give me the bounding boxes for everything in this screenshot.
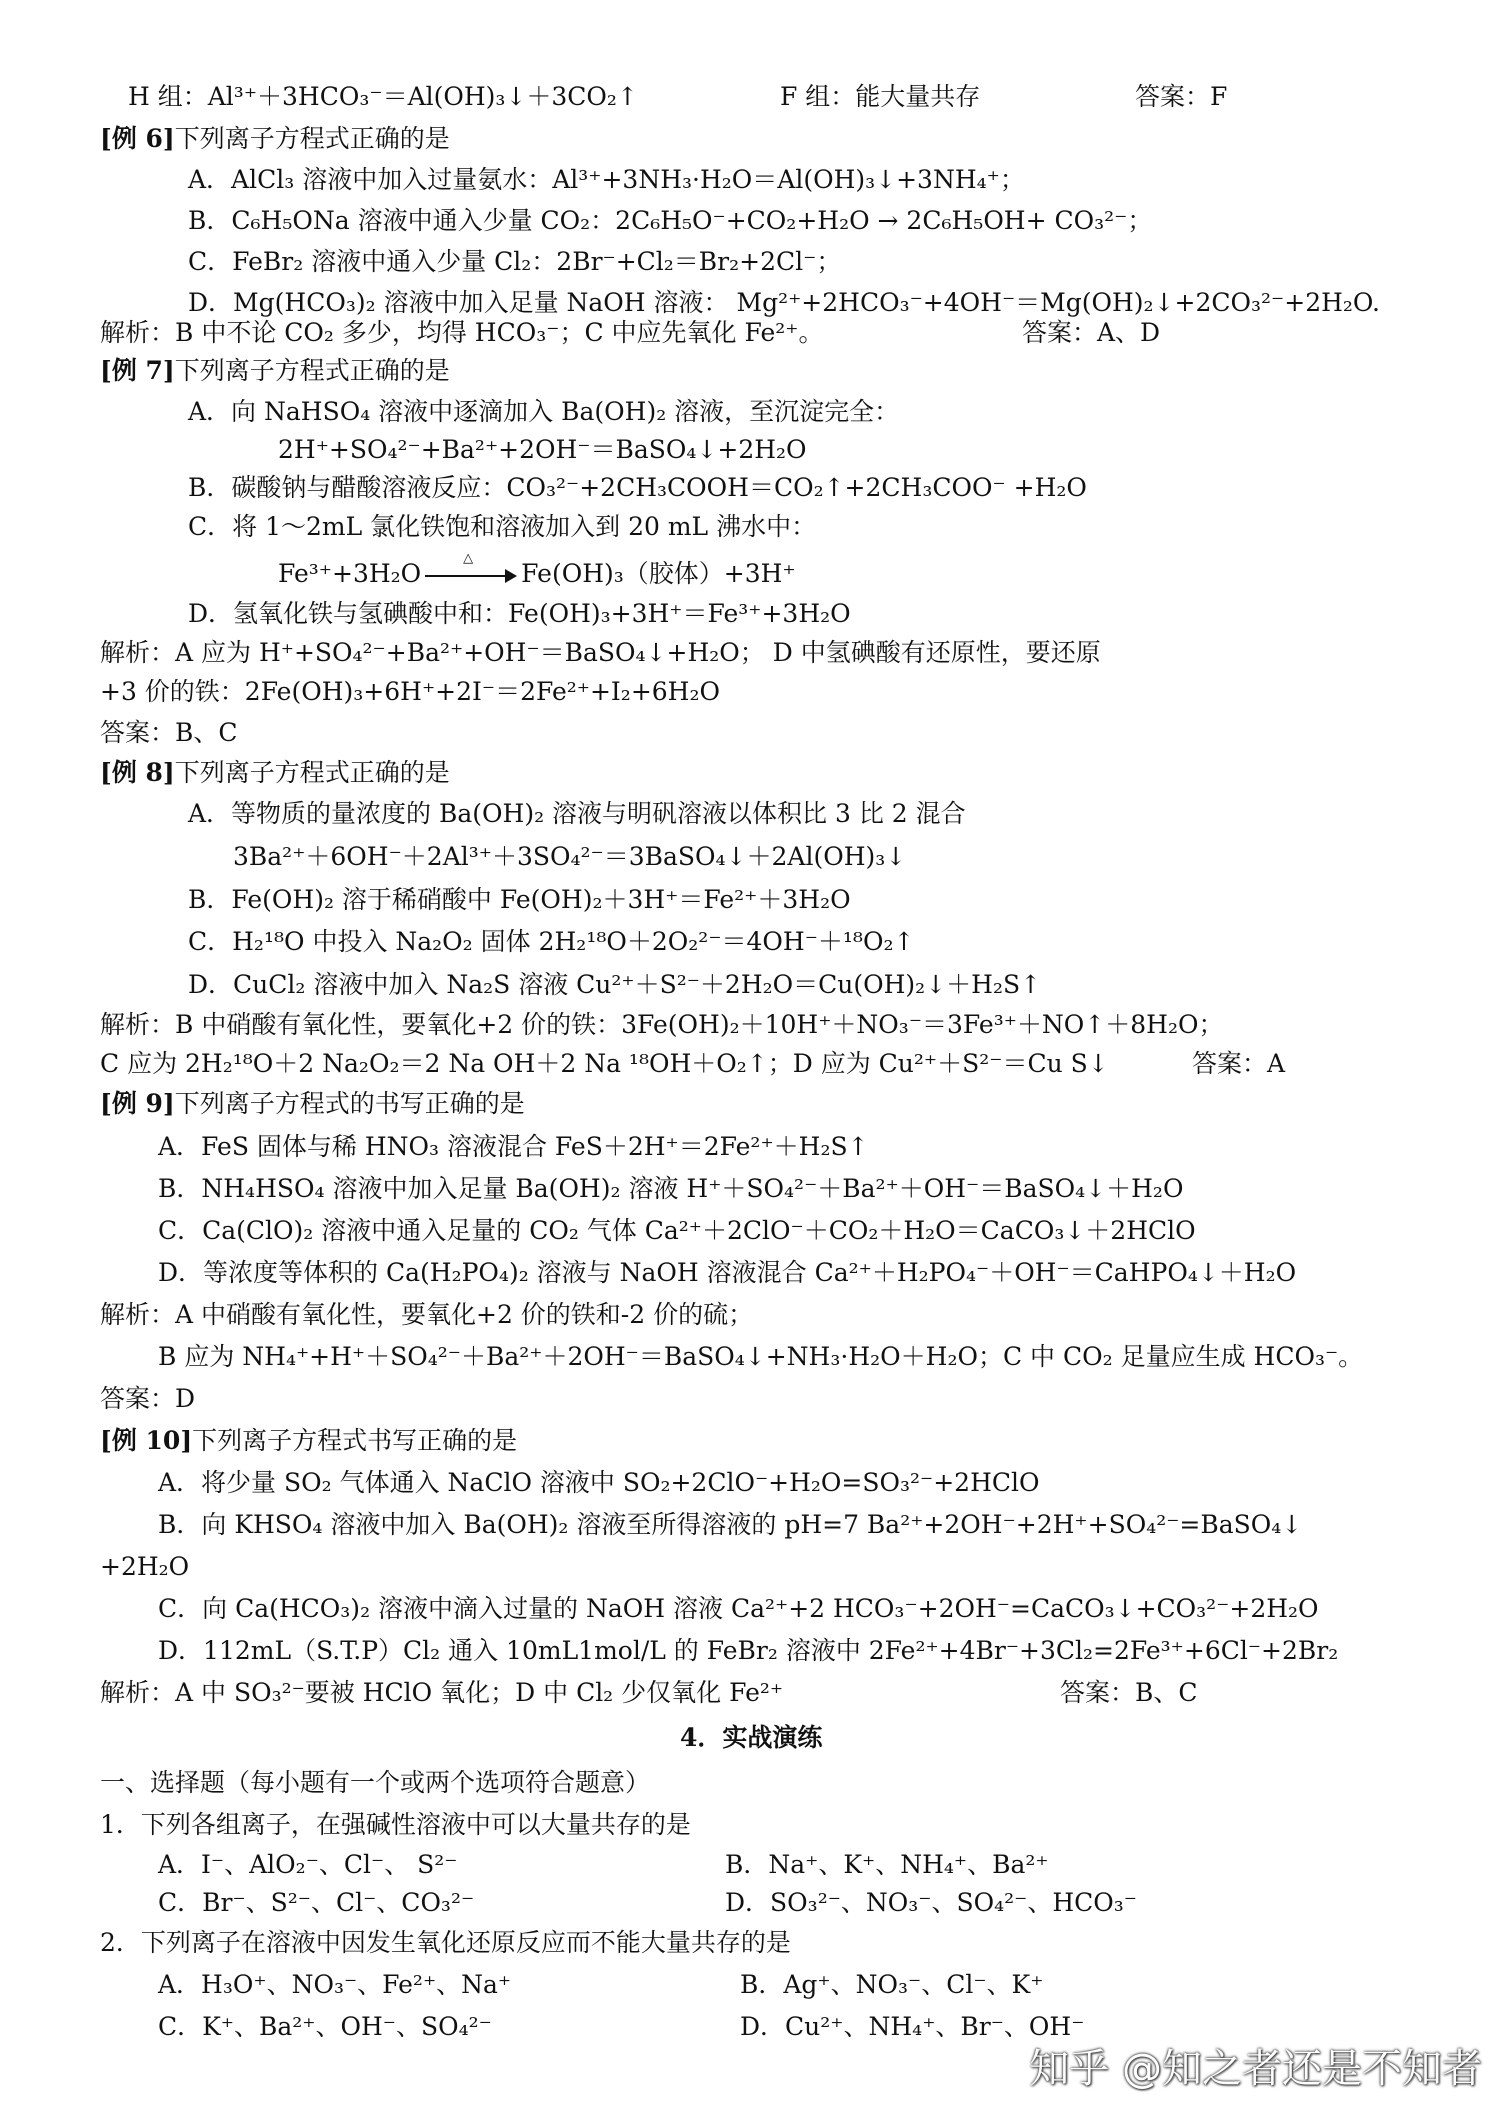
example-10-analysis: 解析：A 中 SO₃²⁻要被 HClO 氧化；D 中 Cl₂ 少仅氧化 Fe²⁺	[100, 1678, 784, 1707]
heat-arrow	[425, 550, 517, 586]
example-10-option-b: B．向 KHSO₄ 溶液中加入 Ba(OH)₂ 溶液至所得溶液的 pH=7 Ba²⁺+2OH⁻+2H⁺+SO₄²⁻=BaSO₄↓	[158, 1510, 1303, 1539]
example-8-heading: [例 8]下列离子方程式正确的是	[100, 758, 450, 787]
h-group-line: H 组：Al³⁺＋3HCO₃⁻＝Al(OH)₃↓＋3CO₂↑	[128, 82, 638, 111]
example-8-option-a-equation: 3Ba²⁺＋6OH⁻＋2Al³⁺＋3SO₄²⁻＝3BaSO₄↓＋2Al(OH)₃↓	[233, 842, 907, 871]
example-6-analysis: 解析：B 中不论 CO₂ 多少，均得 HCO₃⁻；C 中应先氧化 Fe²⁺。	[100, 318, 824, 347]
example-8-analysis: 解析：B 中硝酸有氧化性，要氧化+2 价的铁：3Fe(OH)₂＋10H⁺＋NO₃⁻＝3Fe³⁺＋NO↑＋8H₂O；	[100, 1010, 1224, 1039]
question-1-option-d: D．SO₃²⁻、NO₃⁻、SO₄²⁻、HCO₃⁻	[725, 1888, 1137, 1917]
example-10-option-c: C．向 Ca(HCO₃)₂ 溶液中滴入过量的 NaOH 溶液 Ca²⁺+2 HCO₃⁻+2OH⁻=CaCO₃↓+CO₃²⁻+2H₂O	[158, 1594, 1319, 1623]
example-6-option-c: C．FeBr₂ 溶液中通入少量 Cl₂：2Br⁻+Cl₂＝Br₂+2Cl⁻；	[188, 247, 842, 276]
question-2-option-c: C．K⁺、Ba²⁺、OH⁻、SO₄²⁻	[158, 2012, 492, 2041]
example-6-option-d: D．Mg(HCO₃)₂ 溶液中加入足量 NaOH 溶液： Mg²⁺+2HCO₃⁻+4OH⁻＝Mg(OH)₂↓+2CO₃²⁻+2H₂O.	[188, 288, 1380, 317]
example-9-heading: [例 9]下列离子方程式的书写正确的是	[100, 1089, 525, 1118]
question-1-option-b: B．Na⁺、K⁺、NH₄⁺、Ba²⁺	[725, 1850, 1049, 1879]
example-8-answer: 答案：A	[1192, 1049, 1286, 1078]
example-7-option-c-equation: Fe³⁺+3H₂O △ Fe(OH)₃（胶体）+3H⁺	[278, 550, 796, 588]
example-9-analysis: 解析：A 中硝酸有氧化性，要氧化+2 价的铁和-2 价的硫；	[100, 1300, 754, 1329]
question-2-option-b: B．Ag⁺、NO₃⁻、Cl⁻、K⁺	[740, 1970, 1044, 1999]
question-1-option-c: C．Br⁻、S²⁻、Cl⁻、CO₃²⁻	[158, 1888, 475, 1917]
example-8-analysis-cont: C 应为 2H₂¹⁸O＋2 Na₂O₂＝2 Na OH＋2 Na ¹⁸OH＋O₂↑；D 应为 Cu²⁺＋S²⁻＝Cu S↓	[100, 1049, 1109, 1078]
f-group-line: F 组：能大量共存	[780, 82, 981, 111]
example-7-option-b: B．碳酸钠与醋酸溶液反应：CO₃²⁻+2CH₃COOH＝CO₂↑+2CH₃COO⁻ +H₂O	[188, 473, 1087, 502]
example-9-option-b: B．NH₄HSO₄ 溶液中加入足量 Ba(OH)₂ 溶液 H⁺＋SO₄²⁻＋Ba²⁺＋OH⁻＝BaSO₄↓＋H₂O	[158, 1174, 1184, 1203]
example-9-option-a: A．FeS 固体与稀 HNO₃ 溶液混合 FeS＋2H⁺＝2Fe²⁺＋H₂S↑	[158, 1132, 869, 1161]
example-10-option-d: D．112mL（S.T.P）Cl₂ 通入 10mL1mol/L 的 FeBr₂ 溶液中 2Fe²⁺+4Br⁻+3Cl₂=2Fe³⁺+6Cl⁻+2Br₂	[158, 1636, 1339, 1665]
example-9-option-d: D．等浓度等体积的 Ca(H₂PO₄)₂ 溶液与 NaOH 溶液混合 Ca²⁺＋H₂PO₄⁻＋OH⁻＝CaHPO₄↓＋H₂O	[158, 1258, 1297, 1287]
example-6-option-a: A．AlCl₃ 溶液中加入过量氨水：Al³⁺+3NH₃·H₂O＝Al(OH)₃↓+3NH₄⁺；	[188, 165, 1025, 194]
example-6-heading: [例 6]下列离子方程式正确的是	[100, 124, 450, 153]
example-8-option-d: D．CuCl₂ 溶液中加入 Na₂S 溶液 Cu²⁺＋S²⁻＋2H₂O＝Cu(OH)₂↓＋H₂S↑	[188, 970, 1042, 999]
f-answer: 答案：F	[1135, 82, 1228, 111]
example-7-option-a-equation: 2H⁺+SO₄²⁻+Ba²⁺+2OH⁻＝BaSO₄↓+2H₂O	[278, 435, 807, 464]
question-2-option-d: D．Cu²⁺、NH₄⁺、Br⁻、OH⁻	[740, 2012, 1085, 2041]
example-10-heading: [例 10]下列离子方程式书写正确的是	[100, 1426, 518, 1455]
heat-condition: △	[463, 550, 474, 566]
example-10-option-a: A．将少量 SO₂ 气体通入 NaClO 溶液中 SO₂+2ClO⁻+H₂O=SO₃²⁻+2HClO	[158, 1468, 1040, 1497]
section-title: 4．实战演练	[680, 1723, 823, 1752]
example-9-answer: 答案：D	[100, 1384, 196, 1413]
example-7-option-a: A．向 NaHSO₄ 溶液中逐滴加入 Ba(OH)₂ 溶液，至沉淀完全：	[188, 397, 900, 426]
example-9-option-c: C．Ca(ClO)₂ 溶液中通入足量的 CO₂ 气体 Ca²⁺＋2ClO⁻＋CO₂＋H₂O＝CaCO₃↓＋2HClO	[158, 1216, 1196, 1245]
question-2: 2．下列离子在溶液中因发生氧化还原反应而不能大量共存的是	[100, 1928, 791, 1957]
question-2-option-a: A．H₃O⁺、NO₃⁻、Fe²⁺、Na⁺	[158, 1970, 512, 1999]
example-7-option-c: C．将 1～2mL 氯化铁饱和溶液加入到 20 mL 沸水中：	[188, 512, 817, 541]
example-7-analysis-cont: +3 价的铁：2Fe(OH)₃+6H⁺+2I⁻＝2Fe²⁺+I₂+6H₂O	[100, 677, 720, 706]
example-10-option-b-cont: +2H₂O	[100, 1552, 190, 1581]
example-6-answer: 答案：A、D	[1022, 318, 1161, 347]
question-1: 1．下列各组离子，在强碱性溶液中可以大量共存的是	[100, 1810, 691, 1839]
example-7-option-d: D．氢氧化铁与氢碘酸中和：Fe(OH)₃+3H⁺＝Fe³⁺+3H₂O	[188, 599, 851, 628]
example-8-option-c: C．H₂¹⁸O 中投入 Na₂O₂ 固体 2H₂¹⁸O＋2O₂²⁻＝4OH⁻＋¹⁸O₂↑	[188, 927, 915, 956]
example-7-analysis: 解析：A 应为 H⁺+SO₄²⁻+Ba²⁺+OH⁻＝BaSO₄↓+H₂O； D 中氢碘酸有还原性，要还原	[100, 638, 1101, 667]
example-7-answer: 答案：B、C	[100, 718, 238, 747]
example-6-option-b: B．C₆H₅ONa 溶液中通入少量 CO₂：2C₆H₅O⁻+CO₂+H₂O → 2C₆H₅OH+ CO₃²⁻；	[188, 206, 1153, 235]
example-10-answer: 答案：B、C	[1060, 1678, 1198, 1707]
example-9-analysis-cont: B 应为 NH₄⁺+H⁺＋SO₄²⁻＋Ba²⁺＋2OH⁻＝BaSO₄↓+NH₃·H₂O＋H₂O；C 中 CO₂ 足量应生成 HCO₃⁻。	[158, 1342, 1364, 1371]
example-7-heading: [例 7]下列离子方程式正确的是	[100, 356, 450, 385]
example-8-option-a: A．等物质的量浓度的 Ba(OH)₂ 溶液与明矾溶液以体积比 3 比 2 混合	[188, 799, 966, 828]
part-heading: 一、选择题（每小题有一个或两个选项符合题意）	[100, 1768, 651, 1797]
example-8-option-b: B．Fe(OH)₂ 溶于稀硝酸中 Fe(OH)₂＋3H⁺＝Fe²⁺＋3H₂O	[188, 885, 851, 914]
question-1-option-a: A．I⁻、AlO₂⁻、Cl⁻、 S²⁻	[158, 1850, 458, 1879]
watermark: 知乎 @知之者还是不知者	[1029, 2046, 1482, 2092]
